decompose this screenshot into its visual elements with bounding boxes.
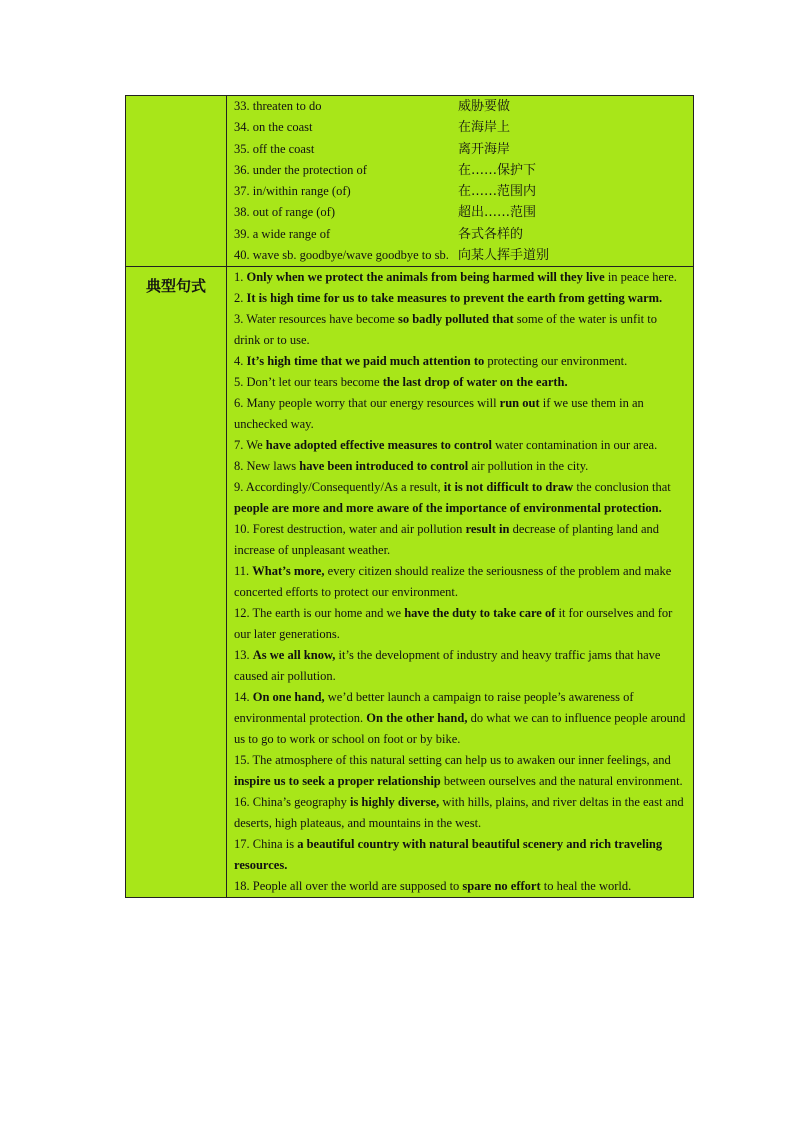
- sentence-text: 16. China’s geography: [234, 795, 350, 810]
- sentence-bold-text: run out: [499, 396, 540, 411]
- sentence-text: 11.: [234, 564, 253, 579]
- sentence-item: [234, 372, 686, 393]
- sentence-text: between ourselves and the natural environment.: [440, 774, 683, 789]
- sentence-item: [234, 834, 686, 876]
- sentence-item: [234, 477, 686, 519]
- sentence-text: it for ourselves and for our later generations.: [234, 606, 673, 642]
- sentence-item: [234, 435, 686, 456]
- sentence-bold-text: the last drop of water on the earth.: [382, 375, 568, 390]
- phrase-english: 37. in/within range (of): [234, 184, 351, 199]
- sentence-text: decrease of planting land and increase of unpleasant weather.: [234, 522, 660, 558]
- phrase-chinese: 超出……范围: [458, 205, 537, 221]
- sentence-bold-text: have the duty to take care of: [404, 606, 556, 621]
- sentence-item: [234, 519, 686, 561]
- sentence-text: to heal the world.: [540, 879, 632, 894]
- sentence-item: [234, 750, 686, 792]
- phrase-chinese: 威胁要做: [458, 99, 511, 114]
- sentence-item: [234, 309, 686, 351]
- phrases-cell: [227, 96, 694, 267]
- sentence-text: 15. The atmosphere of this natural setting can help us to awaken our inner feelings, and: [234, 753, 671, 768]
- sentence-text: protecting our environment.: [484, 354, 628, 369]
- phrase-item: [234, 224, 693, 245]
- sentence-text: water contamination in our area.: [491, 438, 658, 453]
- sentences-cell: [227, 267, 694, 898]
- phrase-item: [234, 245, 693, 266]
- sentence-text: 10. Forest destruction, water and air pollution: [234, 522, 466, 537]
- sentence-text: 14.: [234, 690, 253, 705]
- sentence-text: in peace here.: [604, 270, 677, 285]
- phrase-english: 40. wave sb. goodbye/wave goodbye to sb.: [234, 248, 449, 263]
- sentence-text: every citizen should realize the seriousness of the problem and make concerted efforts to protect our environment.: [234, 564, 672, 600]
- sentence-item: [234, 393, 686, 435]
- sentence-item: [234, 792, 686, 834]
- sentence-text: do what we can to influence people around us to go to work or school on foot or by bike.: [234, 711, 686, 747]
- phrase-chinese: 在……保护下: [458, 162, 537, 178]
- sentence-text: 13.: [234, 648, 253, 663]
- sentence-bold-text: so badly polluted that: [397, 312, 514, 327]
- sentence-text: 8. New laws: [234, 459, 300, 474]
- sentence-text: some of the water is unfit to drink or to use.: [234, 312, 657, 348]
- phrase-chinese: 各式各样的: [458, 226, 524, 242]
- sentence-text: 7. We: [234, 438, 266, 453]
- sentences-row: [126, 267, 694, 898]
- sentence-text: if we use them in an unchecked way.: [234, 396, 644, 432]
- phrases-row: [126, 96, 694, 267]
- sentence-bold-text: Only when we protect the animals from being harmed will they live: [246, 270, 605, 285]
- sentence-bold-text: have been introduced to control: [299, 459, 469, 474]
- phrase-english: 33. threaten to do: [234, 99, 322, 113]
- phrase-chinese: 在……范围内: [458, 184, 537, 200]
- sentence-bold-text: people are more and more aware of the importance of environmental protection.: [234, 501, 662, 516]
- sentence-text: with hills, plains, and river deltas in the east and deserts, high plateaus, and mountains in the west.: [234, 795, 684, 831]
- sentence-item: [234, 687, 686, 750]
- sentence-text: it’s the development of industry and heavy traffic jams that have caused air pollution.: [234, 648, 661, 684]
- phrase-english: 38. out of range (of): [234, 205, 336, 220]
- phrase-item: [234, 202, 693, 223]
- phrase-table: [125, 95, 694, 898]
- sentence-bold-text: As we all know,: [252, 648, 336, 663]
- sentence-bold-text: inspire us to seek a proper relationship: [234, 774, 441, 789]
- sentence-text: 2.: [234, 291, 247, 306]
- sentence-item: [234, 561, 686, 603]
- sentence-item: [234, 456, 686, 477]
- sentence-bold-text: It is high time for us to take measures to prevent the earth from getting warm.: [246, 291, 663, 306]
- phrase-list: [227, 96, 693, 266]
- sentence-text: air pollution in the city.: [468, 459, 589, 474]
- phrase-english: 39. a wide range of: [234, 226, 331, 241]
- sentence-bold-text: have adopted effective measures to control: [265, 438, 492, 453]
- sentence-item: [234, 267, 686, 288]
- phrase-item: [234, 160, 693, 181]
- sentence-text: 4.: [234, 354, 247, 369]
- sentence-bold-text: On the other hand,: [366, 711, 468, 726]
- section-label: 典型句式: [145, 277, 206, 296]
- sentence-text: 3. Water resources have become: [234, 312, 398, 327]
- sentence-bold-text: it is not difficult to draw: [443, 480, 574, 495]
- sentence-text: we’d better launch a campaign to raise people’s awareness of environmental protection.: [234, 690, 634, 726]
- phrases-label-cell: [126, 96, 227, 267]
- sentence-item: [234, 876, 686, 897]
- section-label-cell: [126, 267, 227, 898]
- phrase-english: 36. under the protection of: [234, 162, 367, 177]
- phrase-chinese: 离开海岸: [458, 141, 511, 157]
- phrase-item: [234, 96, 693, 117]
- phrase-english: 35. off the coast: [234, 141, 315, 156]
- sentence-bold-text: What’s more,: [252, 564, 325, 579]
- sentence-bold-text: It’s high time that we paid much attention to: [246, 354, 485, 369]
- phrase-chinese: 向某人挥手道别: [458, 248, 550, 264]
- phrase-item: [234, 181, 693, 202]
- sentence-text: 18. People all over the world are supposed to: [234, 879, 463, 894]
- sentence-bold-text: spare no effort: [462, 879, 541, 894]
- phrase-item: [234, 117, 693, 138]
- sentence-text: the conclusion that: [573, 480, 671, 495]
- sentence-text: 6. Many people worry that our energy resources will: [234, 396, 500, 411]
- sentence-text: 5. Don’t let our tears become: [234, 375, 383, 390]
- phrase-chinese: 在海岸上: [458, 120, 511, 136]
- sentence-text: 9. Accordingly/Consequently/As a result,: [234, 480, 444, 495]
- sentence-text: 1.: [234, 270, 247, 285]
- sentence-item: [234, 603, 686, 645]
- sentence-list: [227, 267, 693, 897]
- sentence-bold-text: result in: [465, 522, 510, 537]
- phrase-item: [234, 139, 693, 160]
- sentence-bold-text: On one hand,: [252, 690, 325, 705]
- sentence-bold-text: is highly diverse,: [349, 795, 440, 810]
- sentence-bold-text: a beautiful country with natural beautiful scenery and rich traveling resources.: [234, 837, 663, 873]
- sentence-item: [234, 288, 686, 309]
- sentence-text: 17. China is: [234, 837, 298, 852]
- sentence-item: [234, 645, 686, 687]
- phrase-english: 34. on the coast: [234, 120, 313, 135]
- sentence-text: 12. The earth is our home and we: [234, 606, 405, 621]
- sentence-item: [234, 351, 686, 372]
